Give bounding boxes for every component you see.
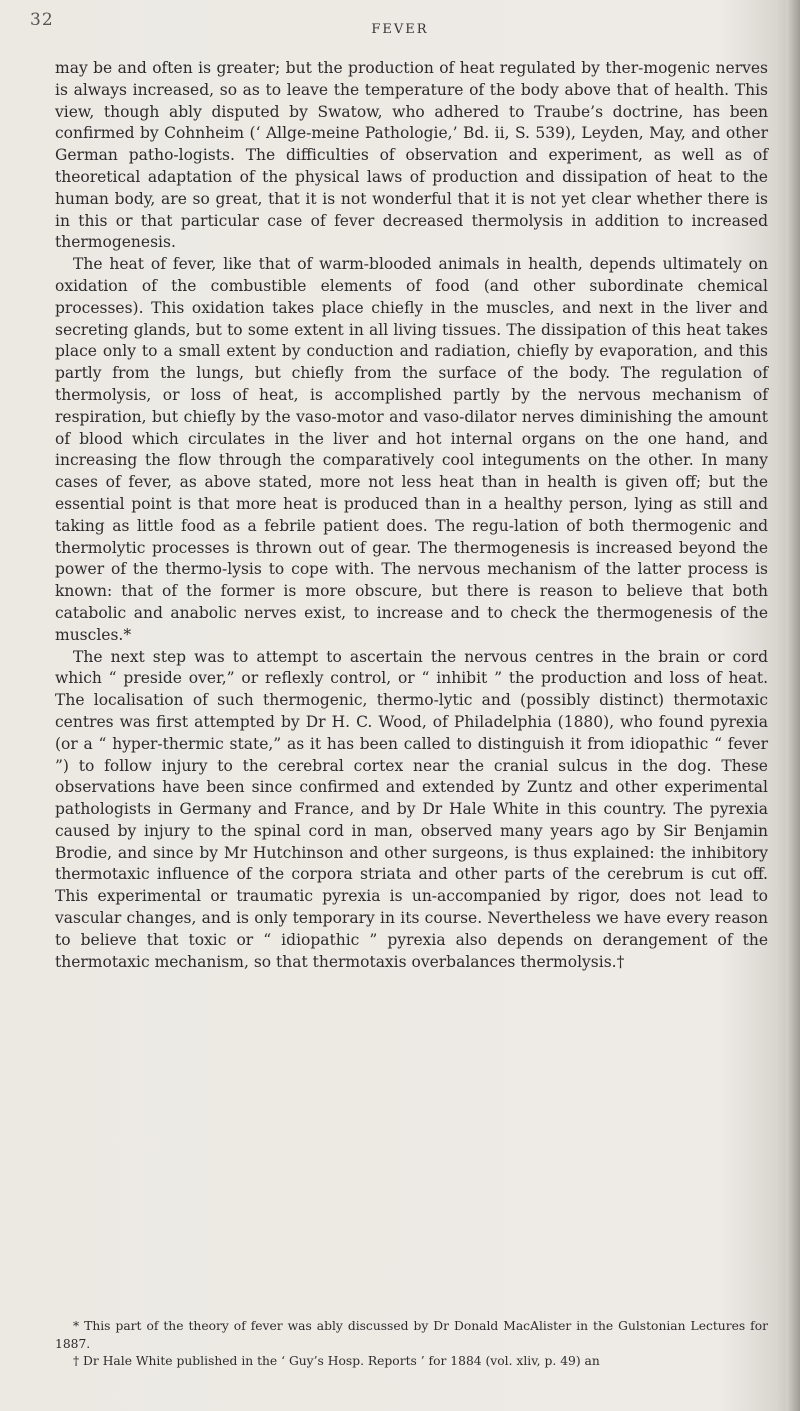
paragraph: The heat of fever, like that of warm-blooded animals in health, depends ultimately on oxidation of the combustible elements of food (and other subordinate chemical processes). This oxidation takes place chiefly in the muscles, and next in the liver and secreting glands, but to some extent in all living tissues. The dissipation of this heat takes place only to a small extent by conduction and radiation, chiefly by evaporation, and this partly from the lungs, but chiefly from the surface of the body. The regulation of thermolysis, or loss of heat, is accomplished partly by the nervous mechanism of respiration, but chiefly by the vaso-motor and vaso-dilator nerves diminishing the amount of blood which circulates in the liver and hot internal organs on the one hand, and increasing the flow through the comparatively cool integuments on the other. In many cases of fever, as above stated, more not less heat than in health is given off; but the essential point is that more heat is produced than in a healthy person, lying as still and taking as little food as a febrile patient does. The regu-lation of both thermogenic and thermolytic processes is thrown out of gear. The thermogenesis is increased beyond the power of the thermo-lysis to cope with. The nervous mechanism of the latter process is known: that of the former is more obscure, but there is reason to believe that both catabolic and anabolic nerves exist, to increase and to check the thermogenesis of the muscles.*	[55, 255, 768, 644]
page-edge-shadow	[786, 0, 800, 1411]
footnote: † Dr Hale White published in the ‘ Guy’s Hosp. Reports ’ for 1884 (vol. xliv, p. 49) an	[73, 1354, 600, 1368]
paragraph: may be and often is greater; but the production of heat regulated by ther-mogenic nerves is always increased, so as to leave the temperature of the body above that of health. This view, though ably disputed by Swatow, who adhered to Traube’s doctrine, has been confirmed by Cohnheim (‘ Allge-meine Pathologie,’ Bd. ii, S. 539), Leyden, May, and other German patho-logists. The difficulties of observation and experiment, as well as of theoretical adaptation of the physical laws of production and dissipation of heat to the human body, are so great, that it is not wonderful that it is not yet clear whether there is in this or that particular case of fever decreased thermolysis in addition to increased thermogenesis.	[55, 59, 768, 252]
running-title: FEVER	[371, 22, 429, 37]
main-text	[55, 58, 768, 973]
footnotes	[55, 1318, 768, 1371]
paragraph: The next step was to attempt to ascertain the nervous centres in the brain or cord which “ preside over,” or reflexly control, or “ inhibit ” the production and loss of heat. The localisation of such thermogenic, thermo-lytic and (possibly distinct) thermotaxic centres was first attempted by Dr H. C. Wood, of Philadelphia (1880), who found pyrexia (or a “ hyper-thermic state,” as it has been called to distinguish it from idiopathic “ fever ”) to follow injury to the cerebral cortex near the cranial sulcus in the dog. These observations have been since confirmed and extended by Zuntz and other experimental pathologists in Germany and France, and by Dr Hale White in this country. The pyrexia caused by injury to the spinal cord in man, observed many years ago by Sir Benjamin Brodie, and since by Mr Hutchinson and other surgeons, is thus explained: the inhibitory thermotaxic influence of the corpora striata and other parts of the cerebrum is cut off. This experimental or traumatic pyrexia is un-accompanied by rigor, does not lead to vascular changes, and is only temporary in its course. Nevertheless we have every reason to believe that toxic or “ idiopathic ” pyrexia also depends on derangement of the thermotaxic mechanism, so that thermotaxis overbalances thermolysis.†	[55, 647, 768, 971]
footnote: * This part of the theory of fever was ably discussed by Dr Donald MacAlister in the Gulstonian Lectures for 1887.	[55, 1319, 768, 1351]
page-number: 32	[30, 10, 54, 30]
